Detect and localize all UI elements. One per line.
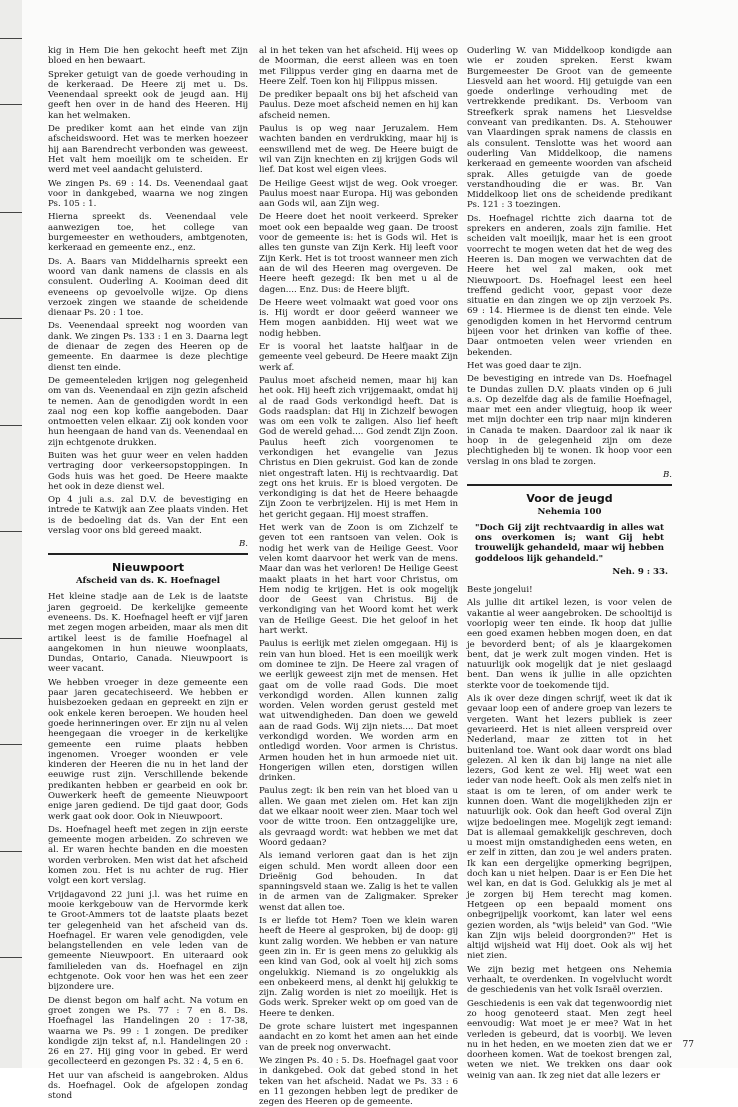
bible-quote: "Doch Gij zijt rechtvaardig in alles wat ons overkomen is; want Gij hebt trouwelijk gehandeld, maar wij hebben goddeloos lijk gehandeld." (475, 522, 664, 564)
paragraph: Ds. A. Baars van Middelharnis spreekt een woord van dank namens de classis en als consulent. Ouderling A. Kooiman deed dit eveneens op gevoelvolle wijze. Op diens verzoek zingen we staande de scheidende dienaar Ps. 20 : 1 toe. (48, 256, 248, 319)
section-title: Nieuwpoort (111, 561, 185, 575)
section-divider (467, 484, 672, 486)
margin-rule (0, 957, 22, 958)
margin-rule (0, 212, 22, 213)
paragraph: De dienst begon om half acht. Na votum en groet zongen we Ps. 77 : 7 en 8. Ds. Hoefnagel las Handelingen 20 : 17-38, waarna we Ps. 99 : 1 zongen. De prediker kondigde zijn tekst af, n.l. Handelingen 20 : 26 en 27. Hij ging voor in gebed. Er werd gecollecteerd en gezongen Ps. 32 : 4, 5 en 6. (48, 995, 248, 1068)
column-middle (259, 46, 459, 1107)
section-subtitle: Afscheid van ds. K. Hoefnagel (76, 576, 220, 587)
paragraph: De Heilige Geest wijst de weg. Ook vroeger. Paulus moest naar Europa. Hij was gebonden aan Gods wil, aan Zijn weg. (259, 178, 458, 210)
paragraph: De gemeenteleden krijgen nog gelegenheid om van ds. Veenendaal en zijn gezin afscheid te nemen. Aan de genodigden wordt in een zaal nog een kop koffie aangeboden. Daar ontmoetten velen elkaar. Zij ook konden voor hun heengaan de hand van ds. Veenendaal en zijn echtgenote drukken. (48, 375, 248, 448)
paragraph: Er is vooral het laatste halfjaar in de gemeente veel gebeurd. De Heere maakt Zijn werk af. (259, 342, 459, 373)
section-title: Voor de jeugd (526, 491, 613, 505)
margin-rule (0, 851, 22, 852)
paragraph: De prediker komt aan het einde van zijn afscheidswoord. Het was te merken hoezeer hij aan Barendrecht verbonden was geweest. Het valt hem moeilijk om te scheiden. Er werd met veel aandacht geluisterd. (48, 124, 248, 176)
section-subtitle: Nehemia 100 (537, 506, 602, 517)
paragraph: Geschiedenis is een vak dat tegenwoordig niet zo hoog genoteerd staat. Men zegt heel eenvoudig: Wat moet je er mee? Wat in het verleden is gebeurd, dat is voorbij. We leven nu in het heden, en we moeten zien dat we er doorheen komen. Wat de toekost brengen zal, weten we niet. We trekken ons daar ook weinig van aan. Ik zeg niet dat alle lezers er (467, 998, 672, 1081)
margin-rule (0, 531, 22, 532)
paragraph: De Heere doet het nooit verkeerd. Spreker moet ook een bepaalde weg gaan. De troost voor de gemeente is: het is Gods wil. Het is alles ten gunste van Zijn Kerk. Hij leeft voor Zijn Kerk. Het is tot troost wanneer men zich aan de wil des Heeren mag overgeven. De Heere heeft gezegd: Ik ben met u al de dagen.... Enz. Dus: de Heere blijft. (259, 212, 458, 295)
paragraph: Het was goed daar te zijn. (467, 360, 582, 371)
paragraph: De bevestiging en intrede van Ds. Hoefnagel te Dundas zullen D.V. plaats vinden op 6 juli a.s. Op dezelfde dag als de familie Hoefnagel, maar met een ander vliegtuig, hoop ik weer met mijn dochter een trip naar mijn kinderen in Canada te maken. Daardoor zal ik naar ik hoop in de gelegenheid zijn om deze plechtigheden bij te wonen. Ik hoop voor een verslag in ons blad te zorgen. (467, 374, 672, 467)
margin-rule (0, 425, 22, 426)
page-number: 77 (682, 1040, 694, 1050)
paragraph: kig in Hem Die hen gekocht heeft met Zijn bloed en hen bewaart. (48, 46, 248, 67)
paragraph: We zingen Ps. 69 : 14. Ds. Veenendaal gaat voor in dankgebed, waarna we nog zingen Ps. 105 : 1. (48, 178, 248, 210)
column-right (467, 46, 672, 1081)
paragraph: Als ik over deze dingen schrijf, weet ik dat ik gevaar loop een of andere groep van lezers te vergeten. Want het lezers publiek is zeer gevarieerd. Het is niet alleen verspreid over Nederland, maar ze zitten tot in het buitenland toe. Want ook daar wordt ons blad gelezen. Al ken ik dan bij lange na niet alle lezers, God kent ze wel. Hij weet wat een ieder van node heeft. Ook als men zelfs niet in staat is om te leren, of om ander werk te kunnen doen. Want die mogelijkheden zijn er natuurlijk ook. Ook dan heeft God overal Zijn wijze bedoelingen mee. Mogelijk zegt iemand: Dat is allemaal gemakkelijk geschreven, doch u moest mijn omstandigheden eens weten, en er zelf in zitten, dan zou je wel anders praten. Ik kan een dergelijke opmerking begrijpen, doch kan u niet helpen. Daar is er Een Die het wel kan, en dat is God. Gelukkig als je met al je zorgen bij Hem terecht mag komen. Hetgeen op een bepaald moment ons onbegrijpelijk voorkomt, kan later wel eens gezien worden, als "wijs beleid" van God. "Wie kan Zijn wijs beleid doorgronden?" Het is altijd wijsheid wat Hij doet. Ook als wij het niet zien. (467, 694, 672, 962)
author-initial: B. (662, 469, 672, 480)
paragraph: Op 4 juli a.s. zal D.V. de bevestiging en intrede te Katwijk aan Zee plaats vinden. Het is de bedoeling dat ds. Van der Ent een verslag voor ons bld gereed maakt. (48, 495, 248, 537)
paragraph: Ds. Veenendaal spreekt nog woorden van dank. We zingen Ps. 133 : 1 en 3. Daarna legt de dienaar de zegen des Heeren op de gemeente. En daarmee is deze plechtige dienst ten einde. (48, 321, 248, 373)
paragraph: De grote schare luistert met ingespannen aandacht en zo komt het amen aan het einde van de preek nog onverwacht. (259, 1022, 458, 1053)
margin-rule (0, 38, 22, 39)
margin-rule (0, 744, 22, 745)
paragraph: Het werk van de Zoon is om Zichzelf te geven tot een rantsoen van velen. Ook is nodig het werk van de Heilige Geest. Voor velen komt daarvoor het werk van de mens. Maar dan was het verloren! De Heilige Geest maakt plaats in het hart voor Christus, om Hem nodig te krijgen. Het is ook mogelijk door de Geest van Christus. Bij de verkondiging van het Woord komt het werk van de Heilige Geest. Die het geloof in het hart werkt. (259, 523, 458, 637)
binding-strip (0, 0, 22, 1068)
margin-rule (0, 318, 22, 319)
paragraph: Spreker getuigt van de goede verhouding in de kerkeraad. De Heere zij met u. Ds. Veenendaal spreekt ook de jeugd aan. Hij geeft hen over in de hand des Heeren. Hij kan het welmaken. (48, 69, 248, 121)
paragraph: Paulus is eerlijk met zielen omgegaan. Hij is rein van hun bloed. Het is een moeilijk werk om dominee te zijn. De Heere zal vragen of we eerlijk geweest zijn met de mensen. Het gaat om de volle raad Gods. Die moet verkondigd worden. Allen kunnen zalig worden. Velen worden gerust gesteld met wat uitwendigheden. Dan doen we geweld aan de raad Gods. Wij zijn niets.... Dat moet verkondigd worden. We worden arm en ontledigd worden. Voor armen is Christus. Armen houden het in hun armoede niet uit. Hongerigen willen eten, dorstigen willen drinken. (259, 639, 458, 784)
paragraph: Als jullie dit artikel lezen, is voor velen de vakantie al weer aangebroken. De schooltijd is voorlopig weer ten einde. Ik hoop dat jullie een goed examen hebben mogen doen, en dat je bevorderd bent; of als je klaargekomen bent, dat je werk zult mogen vinden. Het is natuurlijk ook mogelijk dat je niet geslaagd bent. Dan wens ik jullie in alle opzichten sterkte voor de toekomende tijd. (467, 598, 672, 691)
paragraph: De prediker bepaalt ons bij het afscheid van Paulus. Deze moet afscheid nemen en hij kan afscheid nemen. (259, 90, 458, 121)
paragraph: Ouderling W. van Middelkoop kondigde aan wie er zouden spreken. Eerst kwam Burgemeester De Groot van de gemeente Liesveld aan het woord. Hij getuigde van een goede onderlinge verhouding met de vertrekkende predikant. Ds. Verboom van Streefkerk sprak namens het Liesveldse conveant van predikanten. Ds. A. Stehouwer van Vlaardingen sprak namens de classis en als consulent. Tenslotte was het woord aan ouderling Van Middelkoop, die namens kerkeraad en gemeente woorden van afscheid sprak. Alles getuigde van de goede verstandhouding die er was. Br. Van Middelkoop liet ons de scheidende predikant Ps. 121 : 3 toezingen. (467, 46, 672, 211)
paragraph: Als iemand verloren gaat dan is het zijn eigen schuld. Men wordt alleen door een Drieënig God behouden. In dat spanningsveld staan we. Zalig is het te vallen in de armen van de Zaligmaker. Spreker wenst dat allen toe. (259, 851, 458, 913)
paragraph: Ds. Hoefnagel heeft met zegen in zijn eerste gemeente mogen arbeiden. Zo schreven we al. Er waren hechte banden en die moesten worden verbroken. Men wist dat het afscheid komen zou. Het is nu achter de rug. Hier volgt een kort verslag. (48, 824, 248, 887)
paragraph: Het uur van afscheid is aangebroken. Aldus ds. Hoefnagel. Ook de afgelopen zondag stond (48, 1070, 248, 1102)
paragraph: Is er liefde tot Hem? Toen we klein waren heeft de Heere al gesproken, bij de doop: gij kunt zalig worden. We hebben er van nature geen zin in. Er is geen mens zo gelukkig als een kind van God, ook al voelt hij zich soms ongelukkig. Niemand is zo ongelukkig als een onbekeerd mens, al denkt hij gelukkig te zijn. Zalig worden is niet zo moeilijk. Het is Gods werk. Spreker wekt op om goed van de Heere te denken. (259, 916, 458, 1019)
paragraph: We zingen Ps. 40 : 5. Ds. Hoefnagel gaat voor in dankgebed. Ook dat gebed stond in het teken van het afscheid. Nadat we Ps. 33 : 6 en 11 gezongen hebben legt de prediker de zegen des Heeren op de gemeente. (259, 1055, 458, 1107)
paragraph: De Heere weet volmaakt wat goed voor ons is. Hij wordt er door geëerd wanneer we Hem mogen aanbidden. Hij weet wat we nodig hebben. (259, 297, 458, 339)
margin-rule (0, 638, 22, 639)
paragraph: al in het teken van het afscheid. Hij wees op de Moorman, die eerst alleen was en toen met Filippus verder ging en daarna met de Heere Zelf. Toen kon hij Filippus missen. (259, 46, 458, 87)
section-divider (48, 553, 248, 555)
paragraph: Ds. Hoefnagel richtte zich daarna tot de sprekers en anderen, zoals zijn familie. Het scheiden valt moeilijk, maar het is een groot voorrecht te mogen weten dat het de weg des Heeren is. Dan mogen we verwachten dat de Heere het wel zal maken, ook met Nieuwpoort. Ds. Hoefnagel leest een heel treffend gedicht voor, gepast voor deze situatie en dan zingen we op zijn verzoek Ps. 69 : 14. Hiermee is de dienst ten einde. Vele genodigden komen in het Hervormd centrum bijeen voor het drinken van koffie of thee. Daar ontmoeten velen weer vrienden en bekenden. (467, 213, 672, 358)
margin-rule (0, 104, 22, 105)
column-left (48, 46, 248, 1102)
paragraph: Hierna spreekt ds. Veenendaal vele aanwezigen toe, het college van burgemeester en wethouders, ambtgenoten, kerkeraad en gemeente enz., enz. (48, 212, 248, 254)
paragraph: Buiten was het guur weer en velen hadden vertraging door verkeersopstoppingen. In Gods huis was het goed. De Heere maakte het ook in deze dienst wel. (48, 450, 248, 492)
paragraph: Beste jongelui! (467, 585, 533, 596)
paragraph: Paulus is op weg naar Jeruzalem. Hem wachten banden en verdrukking, maar hij is eenswillend met de weg. De Heere buigt de wil van Zijn knechten en zij krijgen Gods wil lief. Dat kost wel eigen vlees. (259, 124, 458, 176)
quote-reference: Neh. 9 : 33. (612, 567, 668, 578)
paragraph: Paulus moet afscheid nemen, maar hij kan het ook. Hij heeft zich vrijgemaakt, omdat hij al de raad Gods verkondigd heeft. Dat is Gods raadsplan: dat Hij in Zichzelf bewogen was om een volk te zaligen. Also lief heeft God de wereld gehad.... God zendt Zijn Zoon. Paulus heeft zich voorgenomen te verkondigen het evangelie van Jezus Christus en Dien gekruist. God kan de zonde niet ongestraft laten. Hij is rechtvaardig. Dat zegt ons het kruis. Er is bloed vergoten. De verkondiging is dat het de Heere behaagde Zijn Zoon te verbrijzelen. Hij is met Hem in het gericht gegaan. Hij moest straffen. (259, 375, 458, 520)
paragraph: Het kleine stadje aan de Lek is de laatste jaren gegroeid. De kerkelijke gemeente eveneens. Ds. K. Hoefnagel heeft er vijf jaren met zegen mogen arbeiden, maar als men dit artikel leest is de familie Hoefnagel al aangekomen in hun nieuwe woonplaats, Dundas, Ontario, Canada. Nieuwpoort is weer vacant. (48, 592, 248, 675)
paragraph: We zijn bezig met hetgeen ons Nehemia verhaalt, te overdenken. In vogelvlucht wordt de geschiedenis van het volk Israël overzien. (467, 964, 672, 996)
paragraph: Paulus zegt: ik ben rein van het bloed van u allen. We gaan met zielen om. Het kan zijn dat we elkaar nooit weer zien. Maar toch wel voor de witte troon. Een ontzaggelijke ure, als gevraagd wordt: wat hebben we met dat Woord gedaan? (259, 786, 458, 848)
author-initial: B. (238, 539, 248, 550)
paragraph: Vrijdagavond 22 juni j.l. was het ruime en mooie kerkgebouw van de Hervormde kerk te Groot-Ammers tot de laatste plaats bezet ter gelegenheid van het afscheid van ds. Hoefnagel. Er waren vele genodigden, vele belangstellenden en vele leden van de gemeente Nieuwpoort. En uiteraard ook familieleden van ds. Hoefnagel en zijn echtgenote. Ook voor hen was het een zeer bijzondere ure. (48, 889, 248, 993)
paragraph: We hebben vroeger in deze gemeente een paar jaren gecatechiseerd. We hebben er huisbezoeken gedaan en gepreekt en zijn er ook enkele keren beroepen. We houden heel goede herinneringen over. Er zijn nu al velen heengegaan die vroeger in de kerkelijke gemeente een ruime plaats hebben ingenomen. Vroeger woonden er vele kinderen der Heeren die nu in het land der eeuwige rust zijn. Verschillende bekende predikanten hebben er gearbeid en ook br. Ouwerkerk heeft de gemeente Nieuwpoort enige jaren gediend. De tijd gaat door, Gods werk gaat ook door. Ook in Nieuwpoort. (48, 677, 248, 822)
